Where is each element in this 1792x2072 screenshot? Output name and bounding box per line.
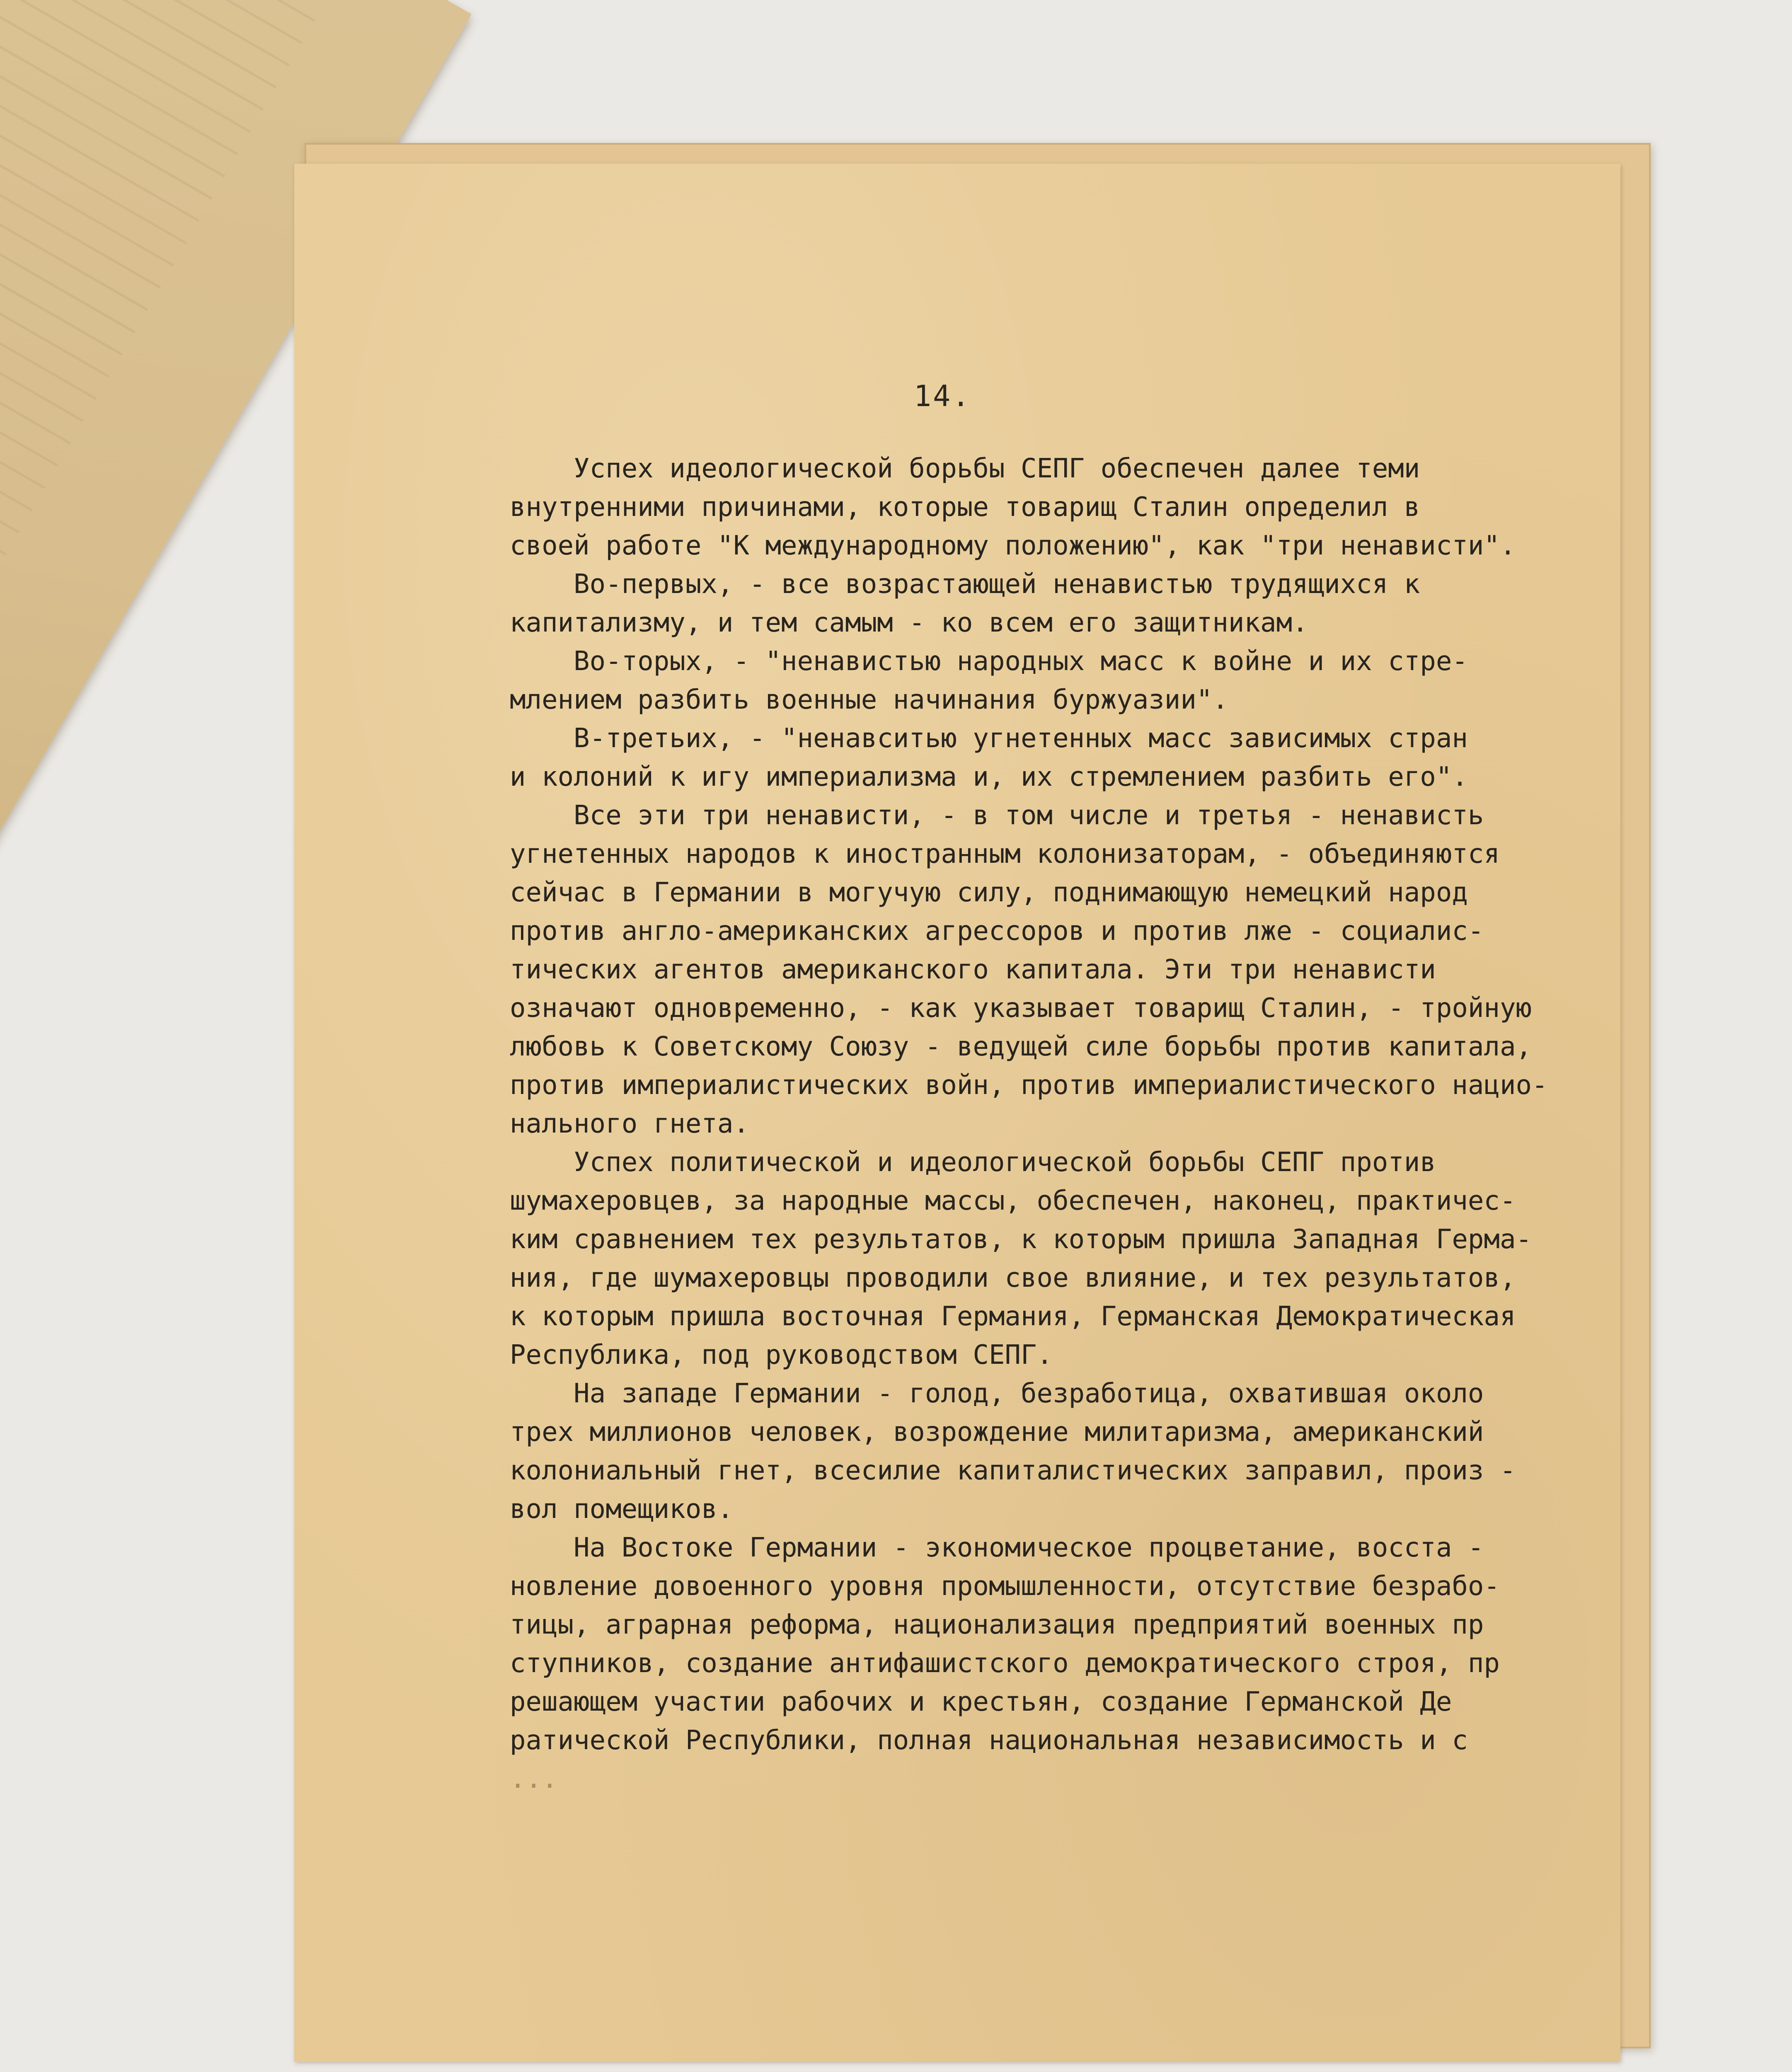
text-line: ким сравнением тех результатов, к которым пришла Западная Герма-	[510, 1224, 1532, 1255]
text-line: угнетенных народов к иностранным колонизаторам, - объединяются	[510, 839, 1500, 869]
text-line: тицы, аграрная реформа, национализация предприятий военных пр	[510, 1610, 1484, 1640]
text-line: и колоний к игу империализма и, их стремлением разбить его".	[510, 762, 1468, 792]
text-line: На западе Германии - голод, безработица, охватившая около	[510, 1378, 1484, 1409]
text-line: новление довоенного уровня промышленности, отсутствие безрабо-	[510, 1571, 1500, 1602]
text-line: нального гнета.	[510, 1109, 749, 1139]
page-number: 14.	[914, 379, 971, 413]
text-line: против англо-американских агрессоров и против лже - социалис-	[510, 916, 1484, 946]
text-line: капитализму, и тем самым - ко всем его защитникам.	[510, 608, 1308, 638]
text-line: ния, где шумахеровцы проводили свое влияние, и тех результатов,	[510, 1263, 1516, 1293]
text-line-cutoff: ...	[510, 1764, 558, 1794]
text-line: вол помещиков.	[510, 1494, 734, 1525]
text-line: любовь к Советскому Союзу - ведущей силе борьбы против капитала,	[510, 1031, 1532, 1062]
text-line: решающем участии рабочих и крестьян, создание Германской Де	[510, 1687, 1452, 1717]
text-line: ратической Республики, полная национальная независимость и с	[510, 1725, 1468, 1756]
text-line: своей работе "К международному положению", как "три ненависти".	[510, 530, 1516, 561]
text-line: Во-первых, - все возрастающей ненавистью трудящихся к	[510, 569, 1420, 600]
text-line: трех миллионов человек, возрождение милитаризма, американский	[510, 1417, 1484, 1447]
text-line: В-третьих, - "ненавситью угнетенных масс зависимых стран	[510, 723, 1468, 754]
text-line: к которым пришла восточная Германия, Германская Демократическая	[510, 1301, 1516, 1332]
text-line: На Востоке Германии - экономическое процветание, восста -	[510, 1532, 1484, 1563]
text-line: ступников, создание антифашистского демократического строя, пр	[510, 1648, 1500, 1679]
text-line: внутренними причинами, которые товарищ Сталин определил в	[510, 492, 1420, 523]
text-line: Республика, под руководством СЕПГ.	[510, 1340, 1053, 1370]
text-line: млением разбить военные начинания буржуазии".	[510, 685, 1228, 715]
document-body	[510, 450, 1600, 1798]
text-line: против империалистических войн, против империалистического нацио-	[510, 1070, 1548, 1101]
text-line: Успех политической и идеологической борьбы СЕПГ против	[510, 1147, 1436, 1178]
text-line: Все эти три ненависти, - в том числе и третья - ненависть	[510, 800, 1484, 831]
faint-text-lines	[0, 0, 315, 809]
text-line: шумахеровцев, за народные массы, обеспечен, наконец, практичес-	[510, 1186, 1516, 1216]
text-line: означают одновременно, - как указывает товарищ Сталин, - тройную	[510, 993, 1532, 1024]
text-line: колониальный гнет, всесилие капиталистических заправил, произ -	[510, 1455, 1516, 1486]
text-line: Успех идеологической борьбы СЕПГ обеспечен далее теми	[510, 453, 1420, 484]
text-line: тических агентов американского капитала. Эти три ненависти	[510, 954, 1436, 985]
text-line: Во-торых, - "ненавистью народных масс к войне и их стре-	[510, 646, 1468, 677]
text-line: сейчас в Германии в могучую силу, поднимающую немецкий народ	[510, 877, 1468, 908]
